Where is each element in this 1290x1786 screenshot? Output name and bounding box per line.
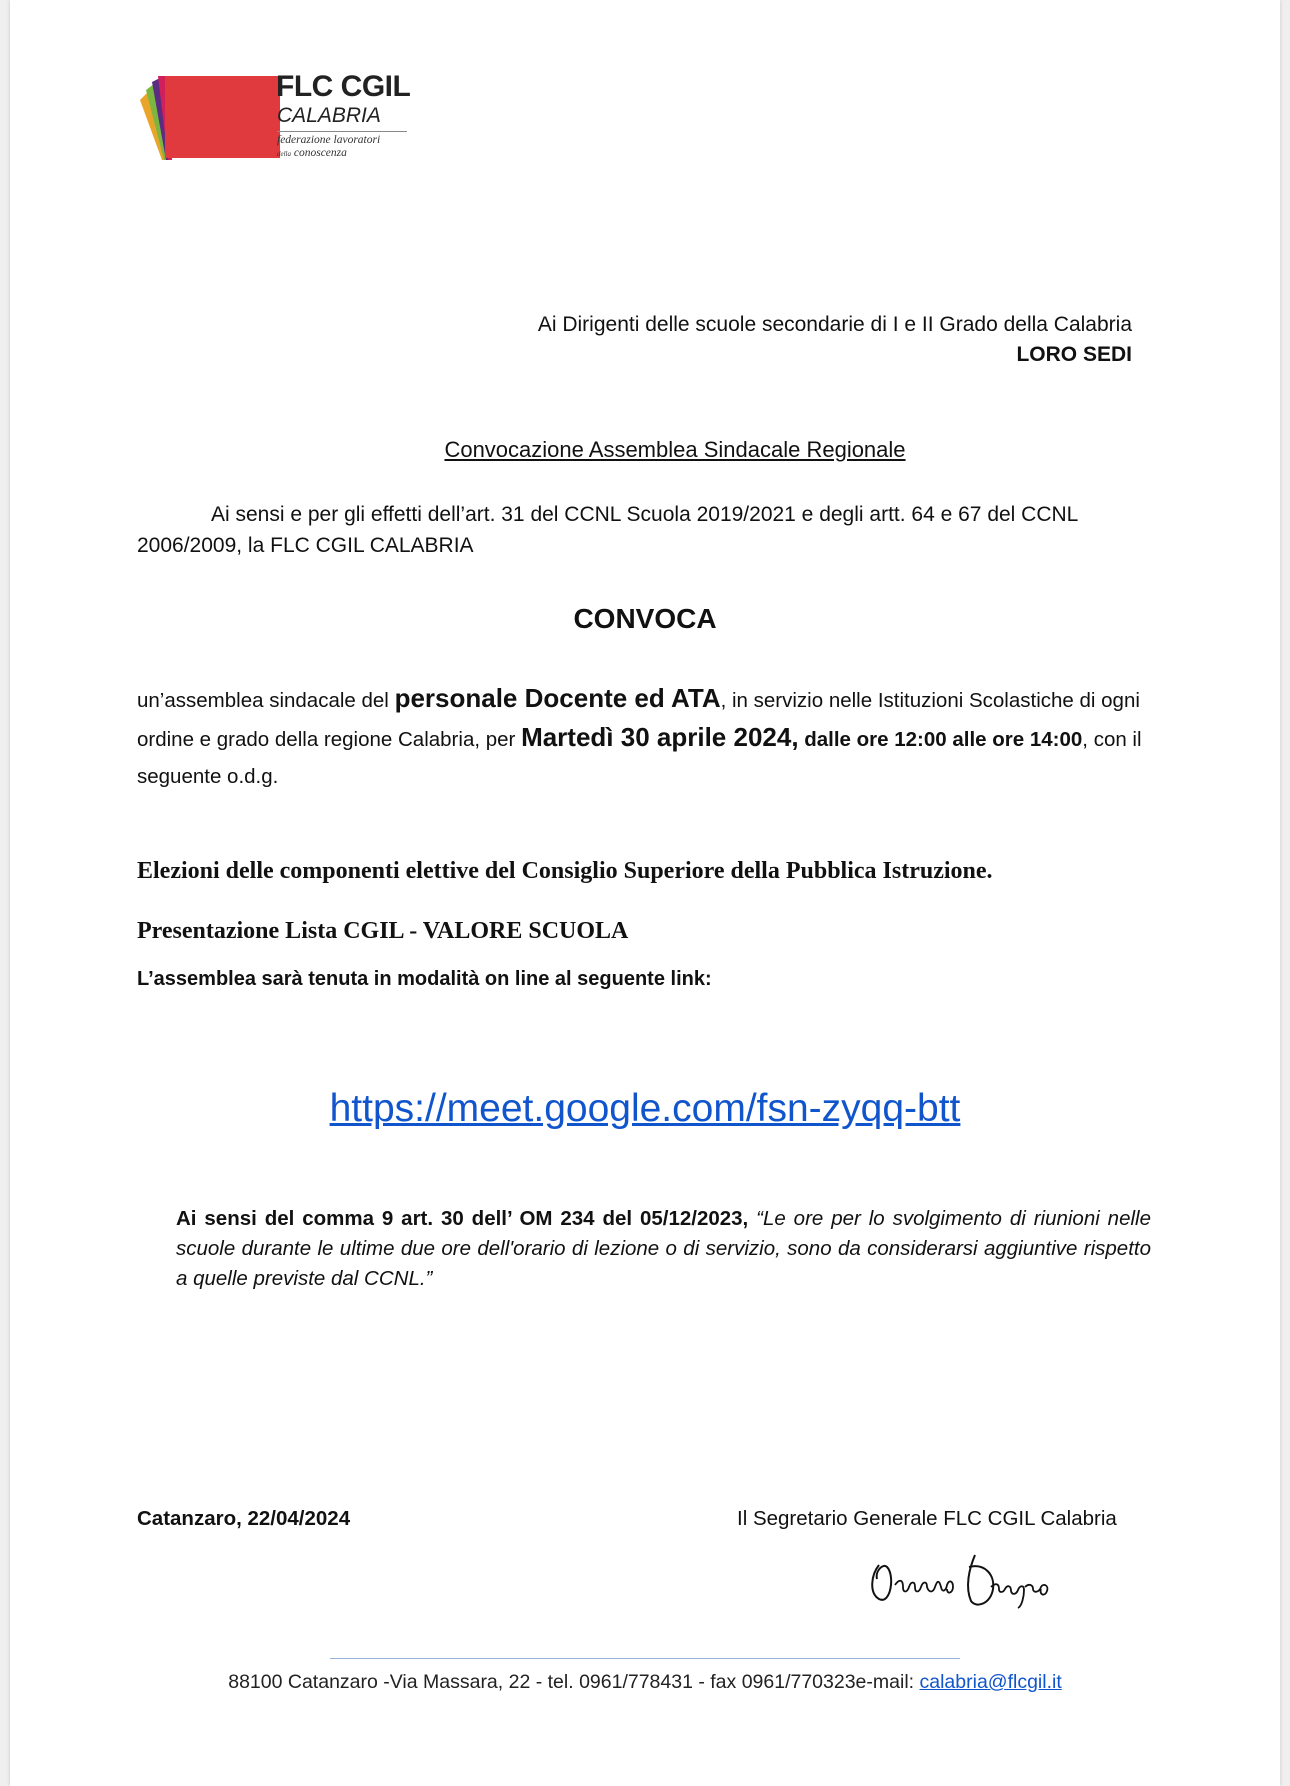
body-paragraph: [137, 680, 1162, 795]
body-time: dalle ore 12:00 alle ore 14:00: [798, 728, 1083, 751]
document-page: [10, 0, 1280, 1786]
flc-cgil-logo-mark: [140, 76, 280, 160]
logo-name: FLC CGIL: [276, 70, 411, 103]
body-date: Martedì 30 aprile 2024,: [521, 722, 799, 752]
logo-divider: [277, 131, 407, 132]
agenda-item-elections: Elezioni delle componenti elettive del Consiglio Superiore della Pubblica Istruzione.: [137, 858, 993, 884]
footer-email-link[interactable]: calabria@flcgil.it: [919, 1671, 1062, 1693]
convoca-heading: CONVOCA: [573, 603, 717, 634]
document-subject: Convocazione Assemblea Sindacale Regionale: [444, 437, 906, 462]
handwritten-signature: [865, 1545, 1065, 1615]
logo-region: CALABRIA: [277, 104, 381, 127]
body-part2: , in servizio nelle Istituzioni Scolastiche di ogni ordine e grado della regione Calabria, per: [137, 689, 1140, 751]
footer-address: [10, 1671, 1280, 1694]
logo-subtitle-word: conoscenza: [293, 147, 347, 159]
legal-note: [176, 1204, 1151, 1294]
logo-subtitle-1: federazione lavoratori: [277, 134, 381, 146]
meeting-link[interactable]: https://meet.google.com/fsn-zyqq-btt: [329, 1087, 961, 1130]
online-note: L’assemblea sarà tenuta in modalità on line al seguente link:: [137, 968, 712, 990]
footer-address-text: 88100 Catanzaro -Via Massara, 22 - tel. 0961/778431 - fax 0961/770323e-mail:: [228, 1671, 920, 1693]
recipient-line: Ai Dirigenti delle scuole secondarie di I e II Grado della Calabria: [537, 313, 1132, 336]
footer-divider: [330, 1658, 960, 1659]
intro-paragraph: [137, 499, 1157, 561]
logo-subtitle-small: della: [277, 150, 291, 158]
recipient-sedi: LORO SEDI: [1016, 343, 1132, 366]
logo-square-red: [165, 76, 280, 158]
body-part1: un’assemblea sindacale del: [137, 689, 395, 712]
body-part3: , con il seguente o.d.g.: [137, 728, 1142, 788]
body-staff: personale Docente ed ATA: [394, 683, 721, 713]
logo-subtitle-2: [277, 147, 347, 159]
agenda-item-list: Presentazione Lista CGIL - VALORE SCUOLA: [137, 918, 629, 944]
signatory-title: Il Segretario Generale FLC CGIL Calabria: [737, 1507, 1117, 1530]
intro-text: Ai sensi e per gli effetti dell’art. 31 del CCNL Scuola 2019/2021 e degli artt. 64 e 67 del CCNL 2006/2009, la FLC CGIL CALABRIA: [137, 503, 1078, 557]
legal-note-quote: “Le ore per lo svolgimento di riunioni nelle scuole durante le ultime due ore dell'orario di lezione o di servizio, sono da considerarsi aggiuntive rispetto a quelle previste dal CCNL.”: [176, 1207, 1151, 1290]
place-date: Catanzaro, 22/04/2024: [137, 1507, 351, 1530]
legal-note-reference: Ai sensi del comma 9 art. 30 dell’ OM 234 del 05/12/2023,: [176, 1207, 757, 1230]
